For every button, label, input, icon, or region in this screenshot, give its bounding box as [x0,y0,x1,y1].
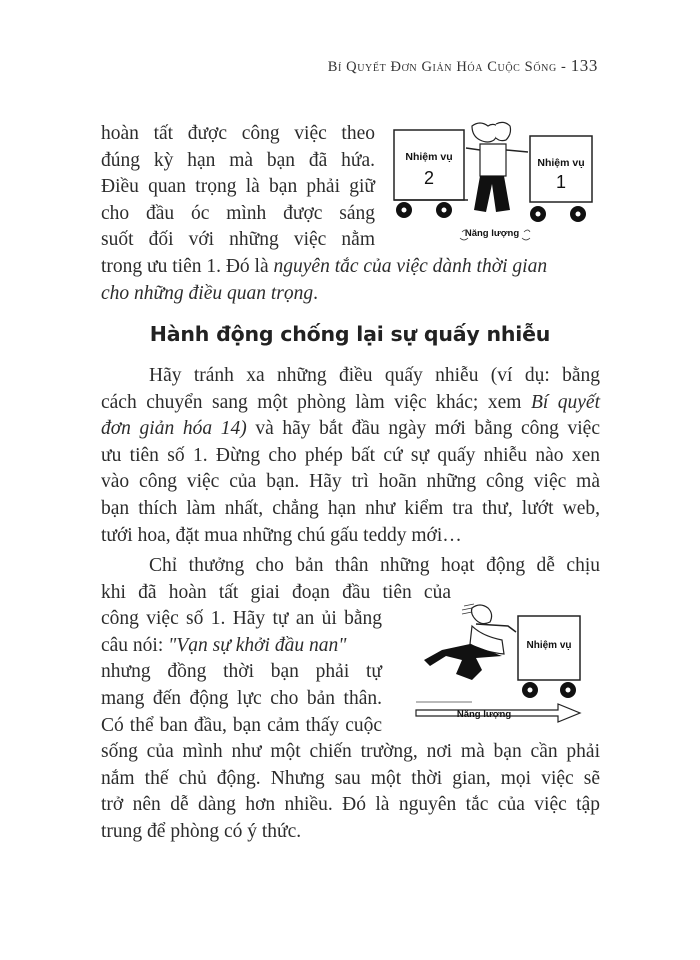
running-title: Bí Quyết Đơn Giản Hóa Cuộc Sống - [327,59,571,75]
text-line: câu nói: "Vạn sự khởi đầu nan" [101,634,347,656]
text-line: cho những điều quan trọng. [101,282,318,304]
section-heading: Hành động chống lại sự quấy nhiễu [149,322,551,346]
energy-caption: Năng lượng [464,228,520,239]
emphasis: Bí quyết [530,391,601,413]
text-line: cho đầu óc mình được sáng [101,202,375,224]
box-right-number: 1 [555,172,567,192]
text-line: Hãy tránh xa những điều quấy nhiễu (ví dụ: bằng [149,365,600,386]
text-line: Điều quan trọng là bạn phải giữ [101,176,375,198]
illustration-two-tasks [388,118,600,250]
cartoon-man-pushing-cart-icon [412,598,592,726]
text-line: vào công việc của bạn. Hãy trì hoãn những công việc mà [101,471,600,493]
text-line: trung để phòng có ý thức. [101,820,302,842]
text-line: nhưng đồng thời bạn phải tự [101,661,382,683]
text-line: đơn giản hóa 14) và hãy bắt đầu ngày mới bằng công việc [101,418,600,440]
box-right-label: Nhiệm vụ [537,157,585,169]
text-line: nắm thế chủ động. Nhưng sau một thời gian, mọi việc sẽ [101,767,600,789]
text-line: bạn thích làm nhất, chẳng hạn như kiểm tra thư, lướt web, [101,497,600,519]
text-line: suốt đối với những việc nằm [101,229,375,251]
illustration-pushing-task [412,598,592,726]
text-line: sống của mình như một chiến trường, nơi mà bạn cần phải [101,741,600,763]
cartoon-man-two-carts-icon [388,118,600,250]
box-left-number: 2 [423,168,435,188]
emphasis: nguyên tắc của việc dành thời gian [273,255,548,277]
text-line: Chỉ thưởng cho bản thân những hoạt động dễ chịu [149,555,600,576]
emphasis: "Vạn sự khởi đầu nan" [168,634,347,656]
text-line: cách chuyển sang một phòng làm việc khác; xem Bí quyết [101,391,601,413]
energy-arrow-label: Năng lượng [456,709,512,720]
emphasis: cho những điều quan trọng [101,282,314,304]
text-line: đúng kỳ hạn mà bạn đã hứa. [101,149,375,171]
running-header [328,56,598,76]
text-line: khi đã hoàn tất giai đoạn đầu tiên của [101,581,451,603]
text-line: Có thể ban đầu, bạn cảm thấy cuộc [101,714,382,736]
text-line: trong ưu tiên 1. Đó là nguyên tắc của việc dành thời gian [101,255,548,277]
text-line: công việc số 1. Hãy tự an ủi bằng [101,608,382,630]
text-line: ưu tiên số 1. Đừng cho phép bất cứ sự quấy nhiễu nào xen [101,444,600,466]
box-left-label: Nhiệm vụ [405,151,453,163]
text-line: mang đến động lực cho bản thân. [101,687,382,709]
paragraph-2 [101,363,600,549]
box-label: Nhiệm vụ [526,640,572,651]
emphasis: đơn giản hóa 14) [101,418,247,440]
text-line: trở nên dễ dàng hơn nhiều. Đó là nguyên tắc của việc tập [101,794,600,816]
page-number: 133 [570,56,598,75]
text-line: tưới hoa, đặt mua những chú gấu teddy mới… [101,524,462,546]
text-line: hoàn tất được công việc theo [101,123,375,144]
